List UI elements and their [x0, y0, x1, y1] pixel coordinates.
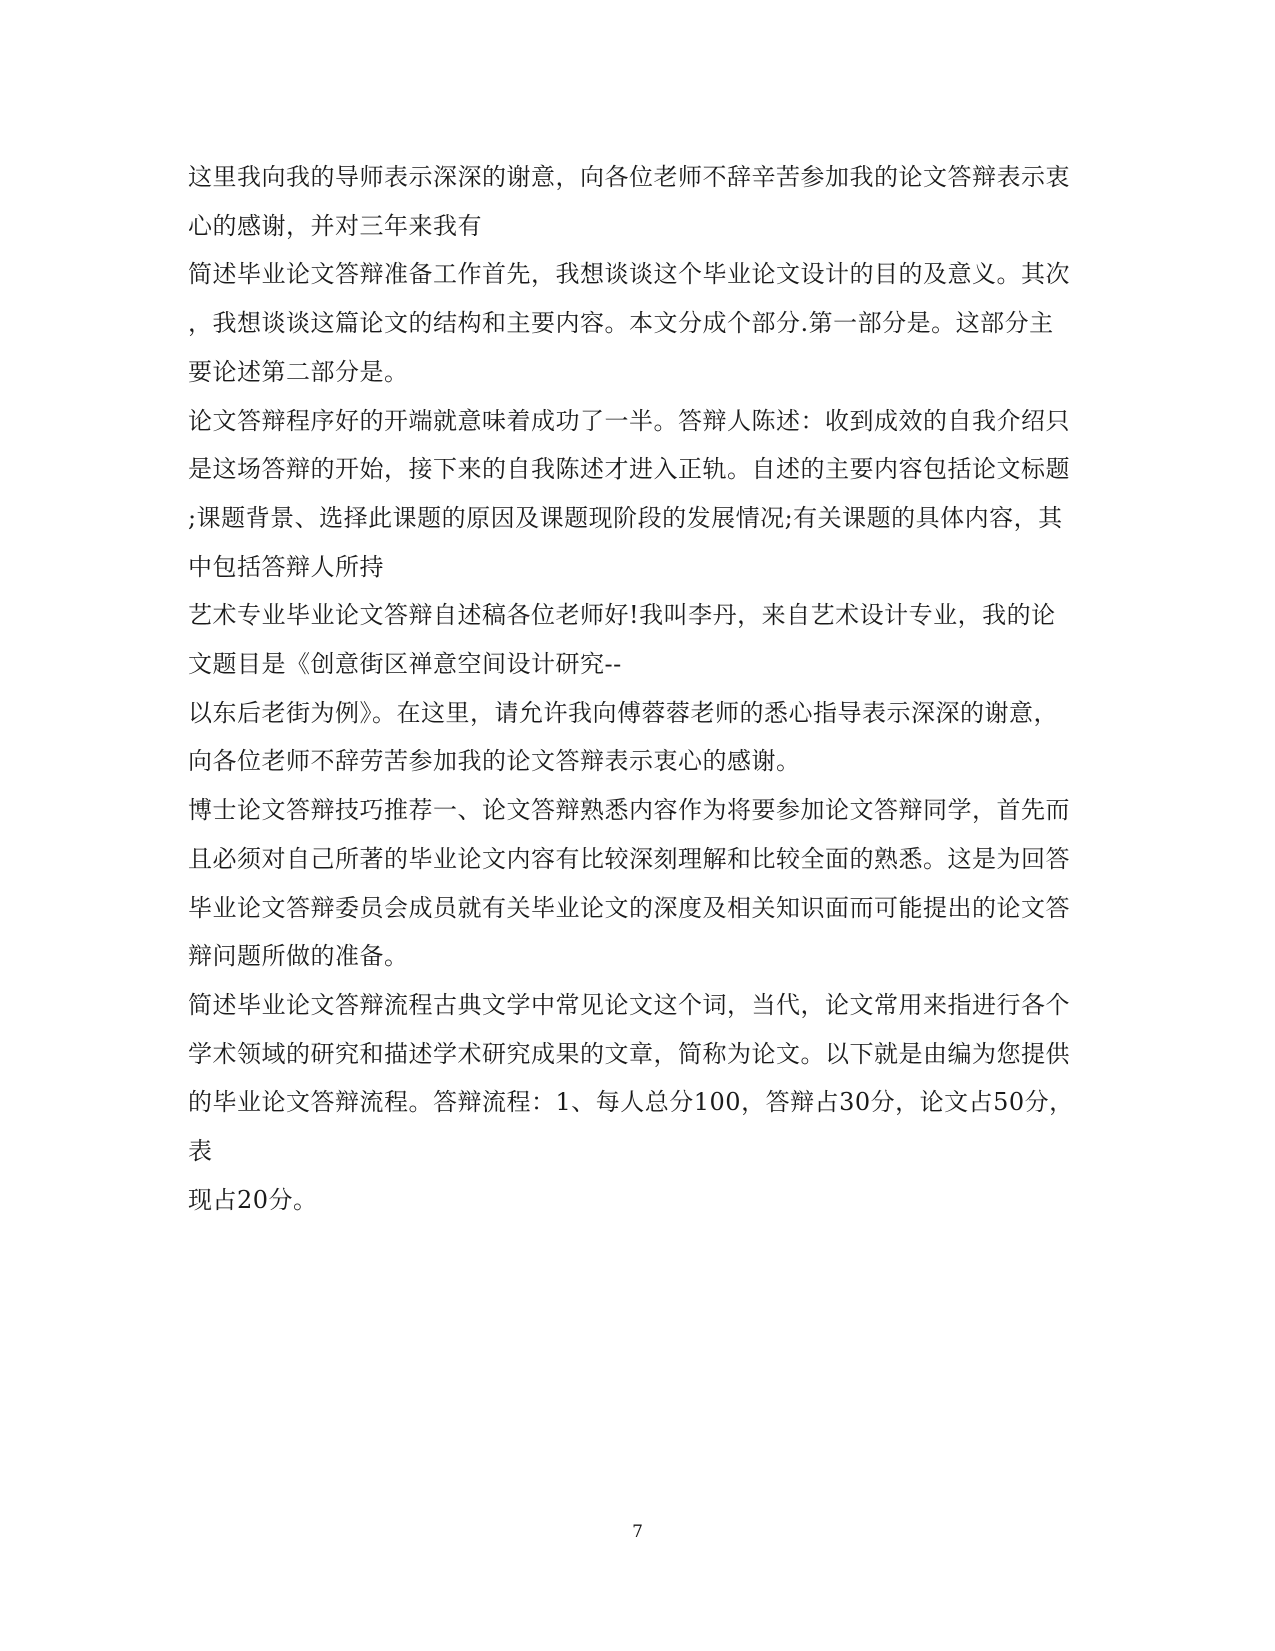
- paragraph-defense-process: 简述毕业论文答辩流程古典文学中常见论文这个词，当代，论文常用来指进行各个 学术领域的研究和描述学术研究成果的文章，简称为论文。以下就是由编为您提供 的毕业论文答辩流程。答辩流程：1、每人总分100，答辩占30分，论文占50分，表 现占20分。: [188, 990, 1074, 1214]
- paragraph-phd-defense-tips: 博士论文答辩技巧推荐一、论文答辩熟悉内容作为将要参加论文答辩同学，首先而 且必须对自己所著的毕业论文内容有比较深刻理解和比较全面的熟悉。这是为回答 毕业论文答辩委员会成员就有关毕业论文的深度及相关知识面而可能提出的论文答 辩问题所做的准备。: [188, 796, 1070, 971]
- paragraph-art-defense-statement: 艺术专业毕业论文答辩自述稿各位老师好!我叫李丹，来自艺术设计专业，我的论 文题目是《创意街区禅意空间设计研究-- 以东后老街为例》。在这里，请允许我向傅蓉蓉老师的悉心指导表示深深的谢意， 向各位老师不辞劳苦参加我的论文答辩表示衷心的感谢。: [188, 601, 1058, 776]
- paragraph-defense-procedure: 论文答辩程序好的开端就意味着成功了一半。答辩人陈述：收到成效的自我介绍只 是这场答辩的开始，接下来的自我陈述才进入正轨。自述的主要内容包括论文标题 ;课题背景、选择此课题的原因及课题现阶段的发展情况;有关课题的具体内容，其 中包括答辩人所持: [188, 406, 1070, 581]
- paragraph-defense-preparation: 简述毕业论文答辩准备工作首先，我想谈谈这个毕业论文设计的目的及意义。其次 ，我想谈谈这篇论文的结构和主要内容。本文分成个部分.第一部分是。这部分主 要论述第二部分是。: [188, 260, 1070, 386]
- page-number: 7: [632, 1522, 643, 1542]
- document-body: [188, 153, 1088, 1224]
- paragraph-acknowledgement: 这里我向我的导师表示深深的谢意，向各位老师不辞辛苦参加我的论文答辩表示衷 心的感谢，并对三年来我有: [188, 163, 1070, 240]
